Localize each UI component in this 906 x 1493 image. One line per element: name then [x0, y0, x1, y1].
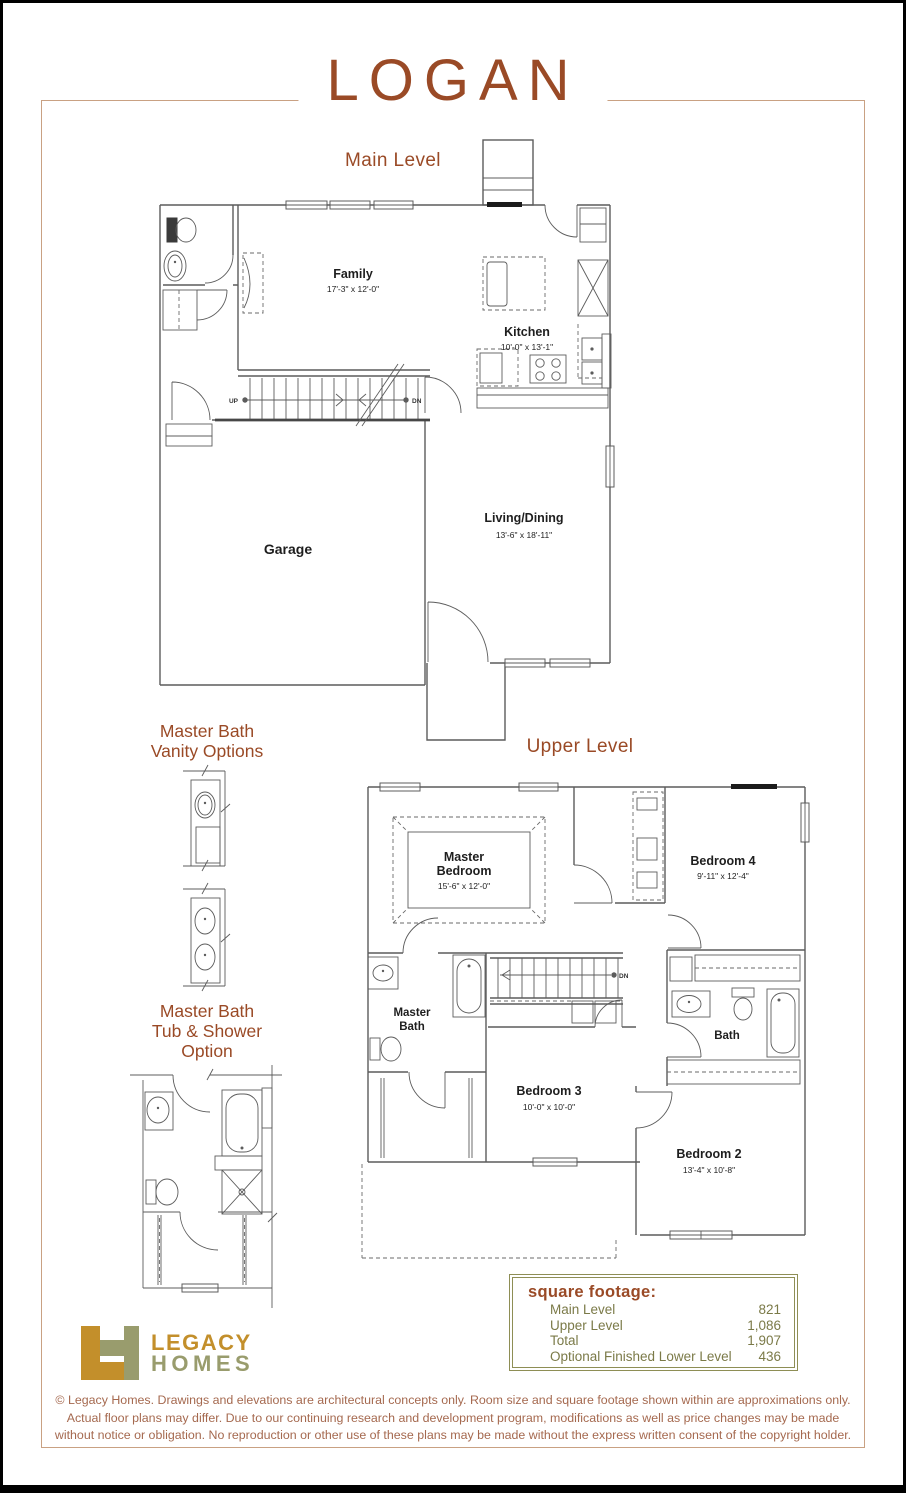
bedroom4-dims: 9'-11" x 12'-4" — [697, 871, 749, 881]
island — [477, 349, 518, 386]
vanity-options-drawing — [178, 763, 333, 995]
legacy-homes-logo — [78, 1326, 254, 1380]
option-walls — [130, 1065, 282, 1308]
toilet-icon — [370, 1037, 401, 1061]
front-porch — [427, 663, 505, 740]
master-bedroom-door-arc — [574, 865, 612, 903]
master-bath-label-1: Master — [393, 1007, 431, 1019]
bath-fixtures — [672, 988, 799, 1057]
bath-door-arc — [205, 255, 233, 283]
tub-title-line1: Master Bath — [159, 1001, 255, 1021]
upper-level-floorplan — [358, 772, 813, 1272]
bath-label: Bath — [714, 1030, 740, 1042]
logo-wordmark — [151, 1332, 254, 1374]
vanity-title-line2: Vanity Options — [150, 741, 264, 761]
bathtub-icon — [453, 955, 485, 1017]
logo-line1: LEGACY — [151, 1330, 252, 1355]
linen-closet — [163, 290, 227, 330]
sqft-row-main — [528, 1302, 781, 1318]
garage-entry-door — [166, 382, 212, 446]
master-bedroom-label-1: Master — [443, 850, 485, 864]
option-window — [182, 1284, 218, 1292]
bath-door-arc — [667, 1023, 701, 1057]
tub-shower-option-title — [117, 1001, 297, 1061]
staircase — [215, 364, 461, 426]
front-door-arc — [428, 602, 488, 662]
refrigerator-icon — [483, 257, 545, 310]
main-level-floorplan — [150, 128, 640, 753]
bedroom4-door-arc — [668, 915, 701, 948]
tub-deck — [215, 1156, 262, 1170]
vanity-title-line1: Master Bath — [159, 721, 255, 741]
logo-line2: HOMES — [151, 1351, 255, 1376]
closet-door-arc — [180, 1212, 218, 1250]
plan-title: LOGAN — [298, 48, 607, 115]
sink-icon — [672, 991, 710, 1017]
main-level-label: Main Level — [345, 150, 441, 171]
logo-monogram-icon — [78, 1326, 142, 1380]
toilet-icon — [732, 988, 754, 1020]
kitchen-label: Kitchen — [504, 325, 550, 339]
master-bedroom-dims: 15'-6" x 12'-0" — [437, 881, 491, 891]
kitchen-fixtures — [477, 205, 611, 408]
bedroom4-label: Bedroom 4 — [690, 854, 756, 868]
linen-shelf-top — [670, 955, 800, 981]
stairs-down-label: DN — [412, 398, 422, 405]
sqft-row-upper — [528, 1318, 781, 1334]
bedroom3-dims: 10'-0" x 10'-0" — [522, 1102, 576, 1112]
toilet-icon — [146, 1179, 178, 1205]
master-bedroom-label-2: Bedroom — [436, 864, 492, 878]
pantry — [578, 260, 608, 316]
tub-title-line2: Tub & Shower — [151, 1021, 263, 1041]
fireplace — [243, 253, 263, 313]
copyright-disclaimer — [43, 1392, 863, 1445]
bathtub-icon — [767, 989, 799, 1057]
linen-shelf-mid — [667, 1060, 800, 1084]
hall-door-arc — [425, 377, 461, 413]
toilet-icon — [167, 218, 196, 242]
vanity-option-double — [183, 883, 230, 991]
bottom-border-bar — [0, 1485, 906, 1493]
back-porch — [483, 140, 533, 205]
sink-icon — [164, 251, 186, 281]
stove-icon — [530, 355, 566, 383]
upper-level-label: Upper Level — [526, 736, 634, 757]
living-dining-dims: 13'-6" x 18'-11" — [495, 530, 553, 540]
bathtub-icon — [222, 1088, 272, 1156]
main-walls — [160, 140, 610, 740]
disclaimer-line3: without notice or obligation. No reproduction or other use of these plans may be made without the express written consent of the copyright holder. — [54, 1428, 852, 1443]
roof-outline — [362, 1164, 616, 1258]
kitchen-dims: 10'-0" x 13'-1" — [500, 342, 554, 352]
bedroom3-label: Bedroom 3 — [516, 1084, 582, 1098]
bedroom2-dims: 13'-4" x 10'-8" — [682, 1165, 736, 1175]
disclaimer-line2: Actual floor plans may differ. Due to our continuing research and development program, modifications as well as price changes may be made — [66, 1410, 840, 1425]
shower-icon — [222, 1170, 262, 1214]
stairs-up-label: UP — [228, 398, 238, 405]
cabinet — [580, 208, 606, 242]
upper-stairs-down-label: DN — [619, 973, 629, 980]
living-dining-label: Living/Dining — [484, 511, 564, 525]
sqft-value: 1,086 — [747, 1317, 781, 1333]
master-bath-label-2: Bath — [399, 1021, 425, 1033]
walk-in-closet — [381, 1072, 472, 1158]
sqft-row-total — [528, 1333, 781, 1349]
powder-bath — [164, 218, 233, 283]
sqft-value: 1,907 — [747, 1333, 781, 1348]
back-door-arc — [545, 205, 577, 237]
family-room-label: Family — [333, 267, 373, 281]
sqft-label: Main Level — [550, 1302, 616, 1317]
upper-staircase — [490, 953, 629, 1004]
sqft-row-lower — [528, 1349, 781, 1365]
square-footage-panel — [512, 1277, 795, 1368]
sink-icon — [195, 944, 215, 970]
sqft-value: 821 — [758, 1302, 781, 1317]
sqft-label: Upper Level — [550, 1317, 623, 1333]
kitchen-sink-icon — [582, 334, 611, 388]
counter — [477, 388, 608, 408]
square-footage-title: square footage: — [528, 1283, 657, 1301]
sink-icon — [145, 1092, 173, 1130]
bedroom2-label: Bedroom 2 — [676, 1147, 742, 1161]
tub-shower-option-drawing — [122, 1060, 297, 1310]
sink-icon — [195, 908, 215, 934]
hall-closet — [633, 792, 663, 900]
sqft-value: 436 — [758, 1348, 781, 1364]
sqft-label: Optional Finished Lower Level — [550, 1348, 732, 1364]
disclaimer-line1: © Legacy Homes. Drawings and elevations are architectural concepts only. Room size and square footage shown within are approximations only. — [55, 1393, 851, 1407]
vanity-options-title — [117, 721, 297, 761]
garage-label: Garage — [263, 541, 313, 557]
closet-rods — [158, 1215, 246, 1285]
sink-icon — [195, 792, 215, 818]
sink-icon — [368, 957, 398, 989]
tub-title-line3: Option — [181, 1041, 233, 1061]
option-door-arc — [173, 1075, 210, 1112]
sqft-label: Total — [550, 1333, 579, 1348]
bedroom2-door-arc — [636, 1092, 672, 1128]
vanity-option-single — [183, 765, 230, 871]
family-room-dims: 17'-3" x 12'-0" — [326, 284, 380, 294]
